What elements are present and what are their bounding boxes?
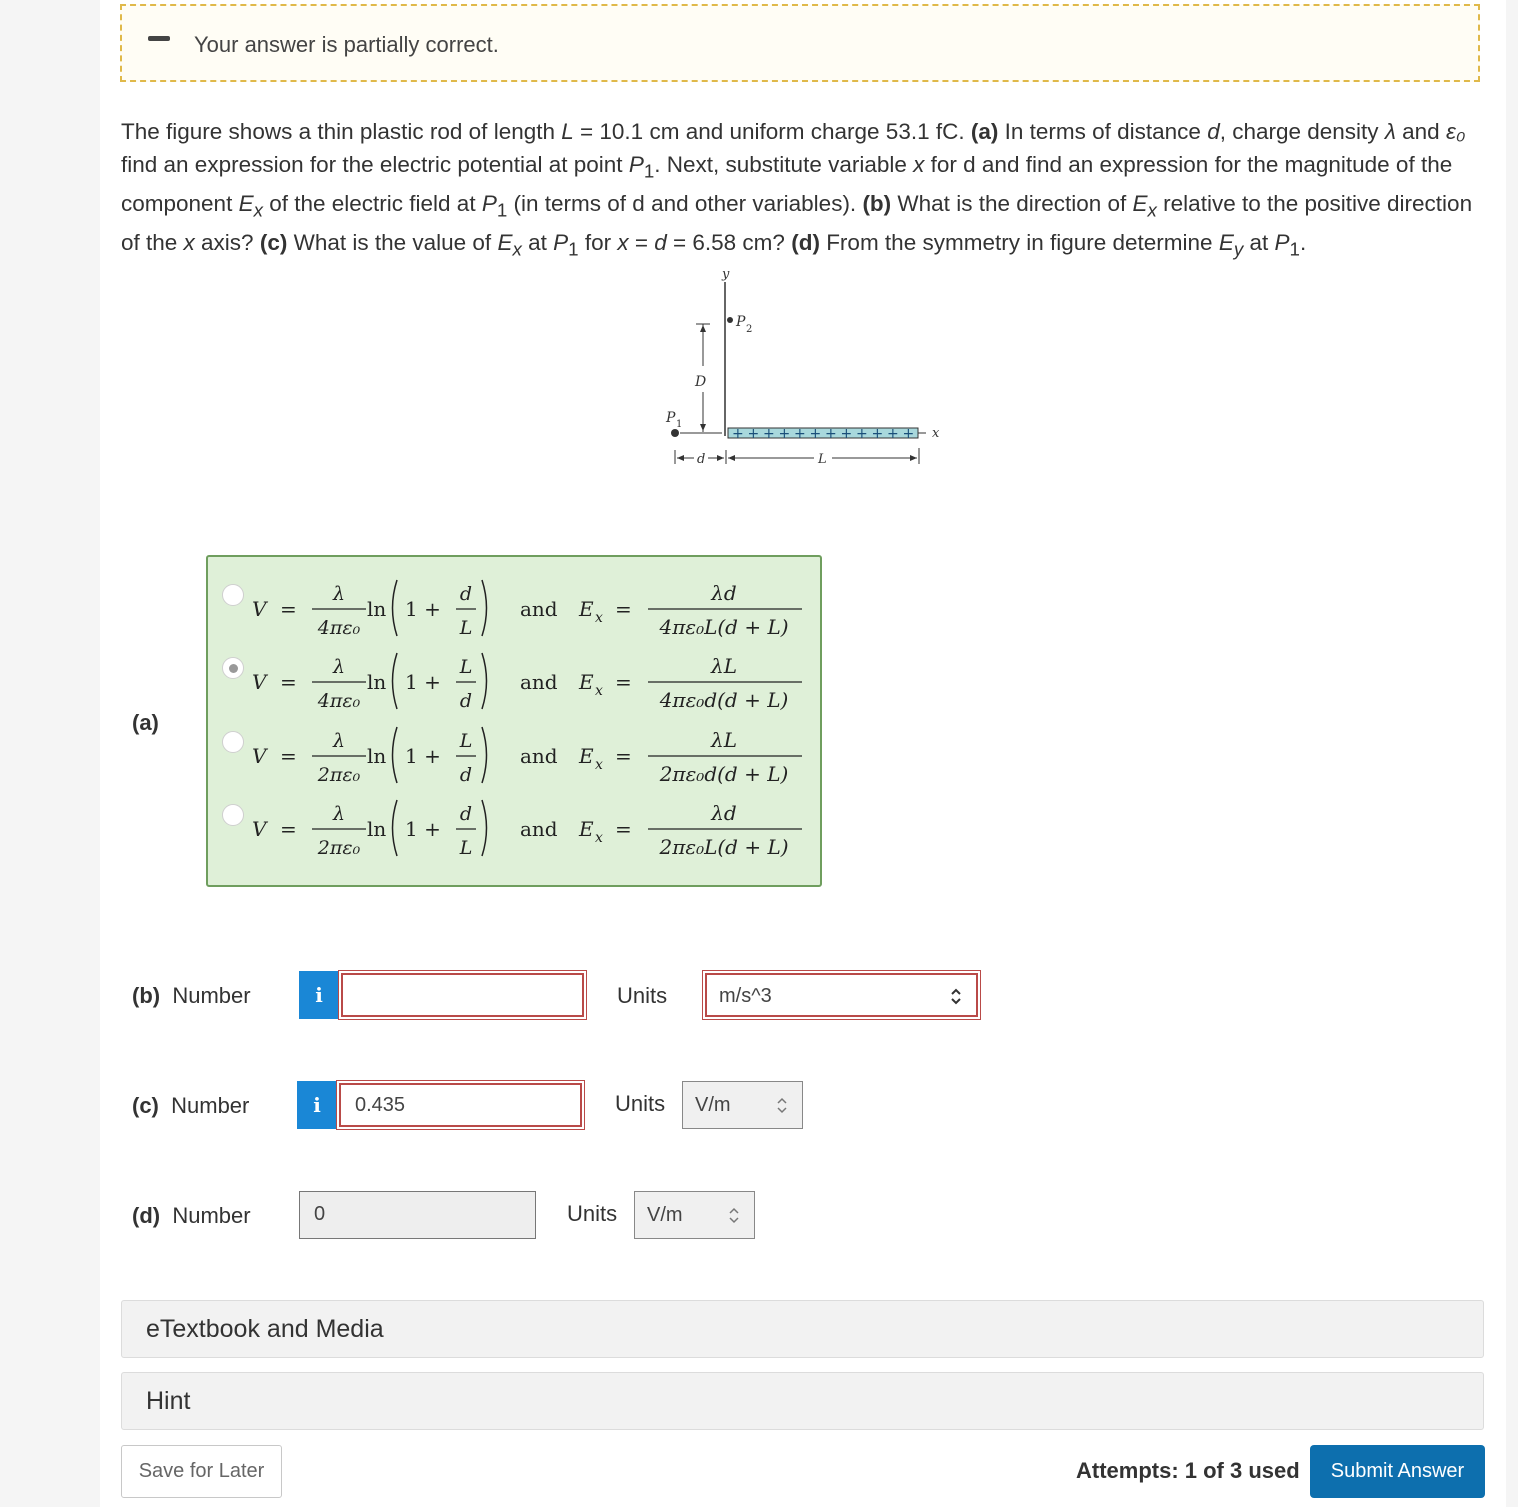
- choice-1-formula: [250, 572, 810, 644]
- d-label: d: [697, 452, 706, 467]
- feedback-message: Your answer is partially correct.: [194, 32, 499, 57]
- equals-sign: =: [615, 670, 632, 694]
- potential-denominator: 4πε₀: [317, 690, 361, 712]
- choice-4-radio[interactable]: [222, 804, 244, 826]
- part-d-label: (d) Number: [132, 1203, 251, 1228]
- potential-denominator: 4πε₀: [317, 617, 361, 639]
- field-denominator: 2πε₀L(d + L): [659, 835, 789, 859]
- equals-sign: =: [615, 817, 632, 841]
- lambda-numerator: λ: [332, 583, 346, 605]
- feedback-banner: [120, 4, 1480, 82]
- plus-charge-mark: +: [763, 426, 775, 442]
- ex-subscript: x: [595, 683, 603, 699]
- log-numerator: d: [459, 803, 473, 825]
- plus-charge-mark: +: [732, 426, 744, 442]
- log-denominator: d: [459, 764, 473, 786]
- attempts-counter: Attempts: 1 of 3 used: [1076, 1458, 1300, 1483]
- l-length-label: L: [818, 452, 827, 467]
- ex-subscript: x: [595, 610, 603, 626]
- equals-sign: =: [615, 597, 632, 621]
- part-b-number-input[interactable]: [341, 973, 584, 1017]
- potential-symbol: V: [252, 597, 267, 621]
- equals-sign: =: [280, 597, 297, 621]
- hint-panel[interactable]: Hint: [121, 1372, 1484, 1430]
- log-denominator: d: [459, 690, 473, 712]
- part-d-units-label: Units: [567, 1201, 618, 1226]
- part-a-label: (a): [132, 710, 159, 735]
- up-down-chevron-icon: [950, 975, 962, 1034]
- and-word: and: [520, 597, 558, 621]
- part-c-units-value: V/m: [695, 1094, 731, 1116]
- d-distance-label: D: [695, 374, 707, 390]
- one-plus: 1 +: [405, 597, 441, 621]
- plus-charge-mark: +: [809, 426, 822, 442]
- one-plus: 1 +: [405, 670, 441, 694]
- part-c-label: (c) Number: [132, 1093, 250, 1118]
- log-denominator: L: [459, 617, 473, 639]
- ex-symbol: E: [579, 817, 594, 841]
- plus-charge-mark: +: [747, 426, 760, 442]
- part-d-number-input[interactable]: 0: [299, 1191, 536, 1239]
- x-axis-label: x: [932, 426, 940, 441]
- field-numerator: λL: [711, 728, 737, 752]
- plus-charge-mark: +: [778, 426, 791, 442]
- log-numerator: d: [459, 583, 473, 605]
- question-text: The figure shows a thin plastic rod of length L = 10.1 cm and uniform charge 53.1 fC. (a) In terms of distance d, charge density λ and ε₀ find an expression for the electric potential at point $P_1$. Next, substitute variable x for d and find an expression for the magnitude of the component $E_x$ of the electric field at $P_1$ (in terms of d and other variables). (b) What is the direction of $E_x$ relative to the positive direction of the x axis? (c) What is the value of $E_x$ at $P_1$ for x = d = 6.58 cm? (d) From the symmetry in figure determine $E_y$ at $P_1$.: [121, 119, 1473, 259]
- plus-charge-mark: +: [856, 426, 868, 442]
- field-numerator: λL: [711, 654, 737, 678]
- lambda-numerator: λ: [332, 730, 346, 752]
- one-plus: 1 +: [405, 817, 441, 841]
- choice-3-radio[interactable]: [222, 731, 244, 753]
- info-icon[interactable]: i: [297, 1081, 337, 1129]
- partial-correct-dash-icon: [148, 36, 170, 41]
- potential-denominator: 2πε₀: [317, 837, 361, 859]
- equals-sign: =: [615, 744, 632, 768]
- info-icon[interactable]: i: [299, 971, 339, 1019]
- part-c-units-label: Units: [615, 1091, 666, 1116]
- choice-2-formula: [250, 645, 810, 717]
- save-for-later-button[interactable]: Save for Later: [121, 1445, 282, 1498]
- ln-symbol: ln: [367, 670, 387, 694]
- potential-symbol: V: [252, 670, 267, 694]
- p1-label: P: [666, 410, 676, 426]
- plus-charge-mark: +: [902, 426, 915, 442]
- potential-symbol: V: [252, 817, 267, 841]
- plus-charge-mark: +: [840, 426, 853, 442]
- ln-symbol: ln: [367, 744, 387, 768]
- field-numerator: λd: [711, 801, 737, 825]
- choice-2-radio[interactable]: [222, 657, 244, 679]
- plus-charge-mark: +: [825, 426, 837, 442]
- submit-answer-button[interactable]: Submit Answer: [1310, 1445, 1485, 1498]
- equals-sign: =: [280, 744, 297, 768]
- ex-symbol: E: [579, 744, 594, 768]
- ex-symbol: E: [579, 597, 594, 621]
- log-denominator: L: [459, 837, 473, 859]
- up-down-chevron-icon: [776, 1082, 788, 1147]
- svg-text:1: 1: [676, 419, 683, 430]
- and-word: and: [520, 817, 558, 841]
- log-numerator: L: [459, 656, 473, 678]
- choice-3-formula: [250, 719, 810, 791]
- potential-symbol: V: [252, 744, 267, 768]
- part-b-units-select[interactable]: [705, 973, 978, 1017]
- potential-denominator: 2πε₀: [317, 764, 361, 786]
- and-word: and: [520, 670, 558, 694]
- ex-subscript: x: [595, 830, 603, 846]
- part-c-number-input[interactable]: 0.435: [339, 1083, 582, 1127]
- field-numerator: λd: [711, 581, 737, 605]
- plus-charge-mark: +: [794, 426, 806, 442]
- part-d-units-select[interactable]: [634, 1191, 755, 1239]
- field-denominator: 4πε₀d(d + L): [659, 688, 789, 712]
- log-numerator: L: [459, 730, 473, 752]
- lambda-numerator: λ: [332, 656, 346, 678]
- ln-symbol: ln: [367, 817, 387, 841]
- and-word: and: [520, 744, 558, 768]
- part-b-units-label: Units: [617, 983, 668, 1008]
- y-axis-label: y: [722, 267, 730, 282]
- field-denominator: 2πε₀d(d + L): [659, 762, 789, 786]
- plus-charge-mark: +: [871, 426, 884, 442]
- equals-sign: =: [280, 817, 297, 841]
- plus-charge-mark: +: [887, 426, 899, 442]
- part-c-units-select[interactable]: [682, 1081, 803, 1129]
- svg-text:2: 2: [746, 324, 753, 335]
- p2-label: P: [736, 314, 746, 330]
- ln-symbol: ln: [367, 597, 387, 621]
- ex-subscript: x: [595, 757, 603, 773]
- ex-symbol: E: [579, 670, 594, 694]
- part-d-units-value: V/m: [647, 1204, 683, 1226]
- choice-4-formula: [250, 792, 810, 864]
- etextbook-media-panel[interactable]: eTextbook and Media: [121, 1300, 1484, 1358]
- one-plus: 1 +: [405, 744, 441, 768]
- equals-sign: =: [280, 670, 297, 694]
- up-down-chevron-icon: [728, 1192, 740, 1257]
- rod-figure: [660, 262, 960, 472]
- choice-1-radio[interactable]: [222, 584, 244, 606]
- part-b-units-value: m/s^3: [719, 985, 772, 1007]
- lambda-numerator: λ: [332, 803, 346, 825]
- part-b-label: (b) Number: [132, 983, 251, 1008]
- field-denominator: 4πε₀L(d + L): [659, 615, 789, 639]
